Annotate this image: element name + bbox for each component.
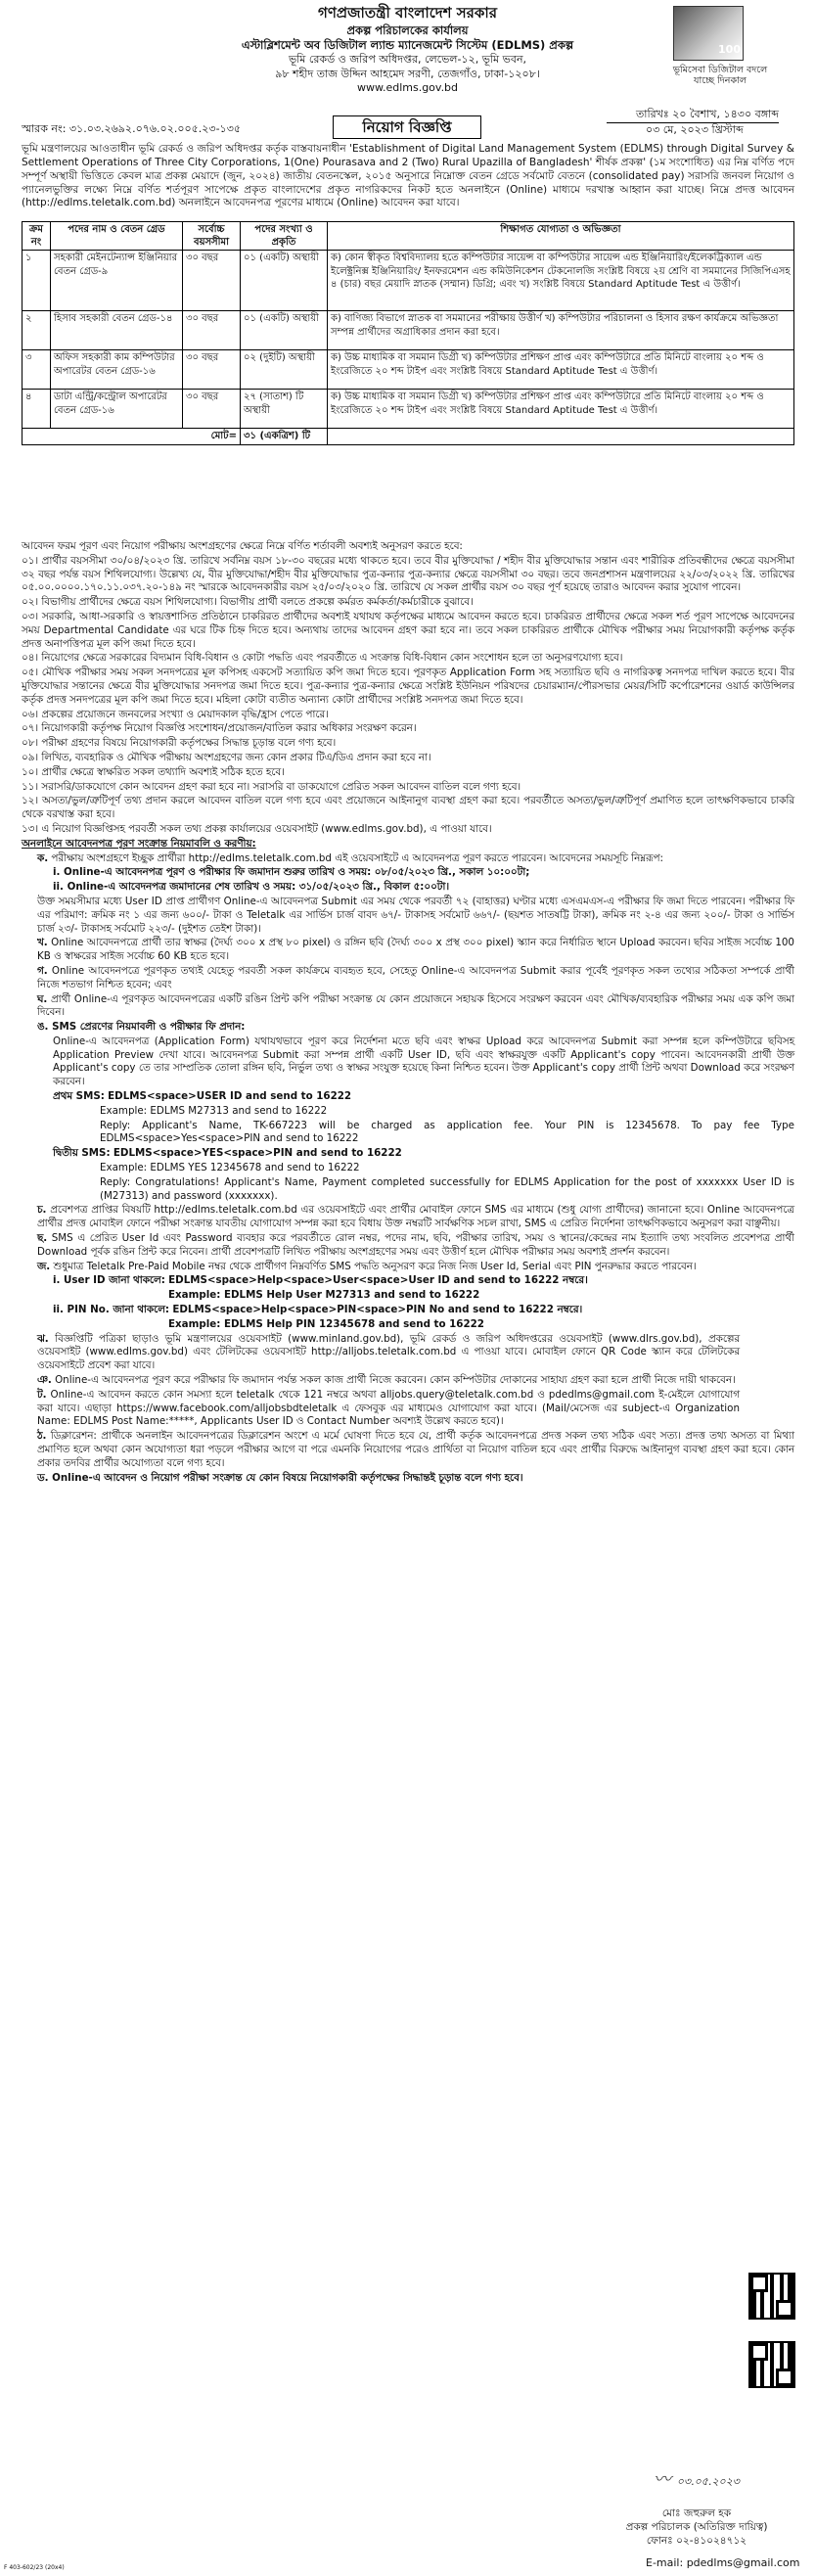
condition-item: ১১। সরাসরি/ডাকযোগে কোন আবেদন গ্রহণ করা হবে না। সরাসরি বা ডাকযোগে প্রেরিত সকল আবেদন বাতিল বলে গণ্য হবে। bbox=[22, 780, 521, 793]
cell-serial: ২ bbox=[23, 311, 51, 350]
table-total-row bbox=[23, 429, 794, 444]
online-item: জ. শুধুমাত্র Teletalk Pre-Paid Mobile নম্বর থেকে প্রার্থীগণ নিম্নবর্ণিত SMS পদ্ধতি অনুসরণ করে নিজ নিজ User Id, Serial এবং PIN পুনরুদ্ধার করতে পারবেন। bbox=[37, 1260, 697, 1272]
date-bangla: ২০ বৈশাখ, ১৪৩০ বঙ্গাব্দ bbox=[672, 108, 779, 120]
mujib-100-logo: 100 bbox=[673, 6, 744, 61]
notice-title: নিয়োগ বিজ্ঞপ্তি bbox=[333, 115, 481, 139]
cell-qualification: ক) বাণিজ্য বিভাগে স্নাতক বা সমমানের পরীক্ষায় উত্তীর্ণ খ) কম্পিউটার পরিচালনা ও হিসাব রক্ষণ কার্যক্রমে অভিজ্ঞতা সম্পন্ন প্রার্থীদের অগ্রাধিকার প্রদান করা হবে। bbox=[328, 311, 794, 350]
qr-code-icon bbox=[748, 2341, 795, 2388]
date-block bbox=[607, 108, 779, 137]
online-item: ঙ. SMS প্রেরণের নিয়মাবলী ও পরীক্ষার ফি প্রদান: bbox=[37, 1021, 246, 1034]
website: www.edlms.gov.bd bbox=[356, 81, 459, 95]
cell-post: অফিস সহকারী কাম কম্পিউটার অপারেটর বেতন গ্রেড-১৬ bbox=[51, 350, 183, 390]
col-post: পদের নাম ও বেতন গ্রেড bbox=[51, 222, 183, 251]
condition-item: ১২। অসত্য/ভুল/ত্রুটিপূর্ণ তথ্য প্রদান করলে আবেদন বাতিল বলে গণ্য হবে এবং প্রয়োজনে আইনানুগ ব্যবস্থা গ্রহণ করা হবে। পরবর্তীতে অসত্য/ভুল/ত্রুটিপূর্ণ প্রমাণিত হলে তাৎক্ষণিকভাবে চাকরি থেকে বরখাস্ত করা হবে। bbox=[22, 795, 794, 821]
signatory-designation: প্রকল্প পরিচালক (অতিরিক্ত দায়িত্ব) bbox=[625, 2520, 768, 2533]
online-item: ii. Online-এ আবেদনপত্র জমাদানের শেষ তারিখ ও সময়: ৩১/০৫/২০২৩ খ্রি., বিকাল ৫:০০টা। bbox=[53, 881, 450, 894]
print-code: F 403-602/23 (20x4) bbox=[4, 2564, 65, 2571]
col-serial: ক্রম নং bbox=[23, 222, 51, 251]
cell-serial: ৪ bbox=[23, 390, 51, 429]
online-item: i. Online-এ আবেদনপত্র পূরণ ও পরীক্ষার ফি জমাদান শুরুর তারিখ ও সময়: ০৮/০৫/২০২৩ খ্রি., সকাল ১০:০০টা; bbox=[53, 866, 530, 879]
cell-count: ০১ (একটি) অস্থায়ী bbox=[241, 251, 328, 311]
condition-item: ০২। বিভাগীয় প্রার্থীদের ক্ষেত্রে বয়স শিথিলযোগ্য। বিভাগীয় প্রার্থী বলতে প্রকল্পে কর্মরত কর্মকর্তা/কর্মচারীকে বুঝাবে। bbox=[22, 596, 474, 609]
date-english: ০৩ মে, ২০২৩ খ্রিস্টাব্দ bbox=[646, 122, 744, 136]
online-item: চ. প্রবেশপত্র প্রাপ্তির বিষয়টি http://edlms.teletalk.com.bd এর ওয়েবসাইটে এবং প্রার্থীর মোবাইল ফোনে SMS এর মাধ্যমে (শুধু যোগ্য প্রার্থীদের) জানানো হবে। Online আবেদনপত্রে প্রার্থীর প্রদত্ত মোবাইল ফোনে পরীক্ষা সংক্রান্ত যাবতীয় যোগাযোগ সম্পন্ন করা হবে বিধায় উক্ত নম্বরটি সার্বক্ষণিক সচল রাখা, SMS এ প্রেরিত নির্দেশনা তাৎক্ষণিকভাবে অনুসরণ করা বাঞ্ছনীয়। bbox=[37, 1204, 794, 1230]
date-label: তারিখঃ bbox=[636, 108, 669, 120]
condition-item: ০৮। পরীক্ষা গ্রহণের বিষয়ে নিয়োগকারী কর্তৃপক্ষের সিদ্ধান্ত চূড়ান্ত বলে গণ্য হবে। bbox=[22, 737, 337, 750]
memo-number: স্মারক নং: ৩১.০৩.২৬৯২.০৭৬.০২.০০৫.২৩-১৩৫ bbox=[22, 122, 241, 135]
cell-qualification: ক) উচ্চ মাধ্যমিক বা সমমান ডিগ্রী খ) কম্পিউটার প্রশিক্ষণ প্রাপ্ত এবং কম্পিউটারে প্রতি মিনিটে বাংলায় ২০ শব্দ ও ইংরেজিতে ২০ শব্দ টাইপ এবং সংশ্লিষ্ট বিষয়ে Standard Aptitude Test এ উত্তীর্ণ। bbox=[328, 350, 794, 390]
cell-age: ৩০ বছর bbox=[183, 311, 241, 350]
condition-item: ০৩। সরকারি, আধা-সরকারি ও স্বায়ত্তশাসিত প্রতিষ্ঠানে চাকরিরত প্রার্থীদের অবশ্যই যথাযথ কর্তৃপক্ষের মাধ্যমে আবেদন করতে হবে। চাকরিরত প্রার্থীদের ক্ষেত্রে সকল শর্ত পূরণ সাপেক্ষে আবেদনের সময় Departmental Candidate এর ঘরে টিক চিহ্ন দিতে হবে। অন্যথায় তাদের আবেদন গ্রহণ করা হবে না। তবে সকল চাকরিরত প্রার্থীকে মৌখিক পরীক্ষার সময় নিয়োগকারী কর্তৃপক্ষ কর্তৃক প্রদত্ত অনাপত্তিপত্র মূল কপি জমা দিতে হবে। bbox=[22, 610, 794, 650]
cell-age: ৩০ বছর bbox=[183, 350, 241, 390]
cell-serial: ১ bbox=[23, 251, 51, 311]
online-item: ঠ. ডিক্লারেশন: প্রার্থীকে অনলাইন আবেদনপত্রের ডিক্লারেশন অংশে এ মর্মে ঘোষণা দিতে হবে যে, প্রার্থী কর্তৃক আবেদনপত্রে প্রদত্ত সকল তথ্য সঠিক এবং সত্য। প্রদত্ত তথ্য অসত্য বা মিথ্যা প্রমাণিত হলে অথবা কোন অযোগ্যতা ধরা পড়লে পরীক্ষার আগে বা পরে এমনকি নিয়োগের পরেও প্রার্থিতা বা নিয়োগ বাতিল হবে এবং প্রার্থীর বিরুদ্ধে আইনানুগ ব্যবস্থা গ্রহণ করা হবে। কোন প্রকার তদবির প্রার্থীর অযোগ্যতা বলে গণ্য হবে। bbox=[37, 1430, 795, 1469]
condition-item: ১০। প্রার্থীর ক্ষেত্রে স্বাক্ষরিত সকল তথ্যাদি অবশ্যই সঠিক হতে হবে। bbox=[22, 765, 285, 778]
cell-count: ২৭ (সাতাশ) টি অস্থায়ী bbox=[241, 390, 328, 429]
online-item: উক্ত সময়সীমার মধ্যে User ID প্রাপ্ত প্রার্থীগণ Online-এ আবেদনপত্র Submit এর সময় থেকে পরবর্তী ৭২ (বাহাত্তর) ঘণ্টার মধ্যে এসএমএস-এ পরীক্ষার ফি জমা দিতে পারবেন। পরীক্ষার ফি এর পরিমাণ: ক্রমিক নং ১ এর জন্য ৬০০/- টাকা ও Teletalk এর সার্ভিস চার্জ বাবদ ৬৭/- টাকাসহ সর্বমোট ৬৬৭/- (ছয়শত সাতষট্টি টাকা), ক্রমিক নং ২-৪ এর জন্য ২০০/- টাকা ও সার্ভিস চার্জ ২৩/- টাকাসহ সর্বমোট ২২৩/- (দুইশত তেইশ টাকা)। bbox=[37, 895, 794, 935]
intro-paragraph: ভূমি মন্ত্রণালয়ের আওতাধীন ভূমি রেকর্ড ও জরিপ অধিদপ্তর কর্তৃক বাস্তবায়নাধীন 'Establishment of Digital Land Management System (EDLMS) through Digital Survey & Settlement Operations of Three City Corporations, 1(One) Pourasava and 2 (Two) Rural Upazilla of Bangladesh' শীর্ষক প্রকল্প' (১ম সংশোধিত) এর নিম্ন বর্ণিত পদে সম্পূর্ণ অস্থায়ী ভিত্তিতে কেবল মাত্র প্রকল্প মেয়াদে (জুন, ২০২৪) জাতীয় বেতনস্কেল, ২০১৫ অনুসারে নিম্নোক্ত বেতন গ্রেডে সর্বমোট বেতনে (consolidated pay) সরাসরি জনবল নিয়োগ ও প্যানেলভুক্তির লক্ষ্যে নিম্নে বর্ণিত শর্তপূরণ সাপেক্ষে প্রকৃত বাংলাদেশের প্রকৃত নাগরিকদের নিকট হতে অনলাইনে (Online) মাধ্যমে দরখাস্ত আহ্বান করা যাচ্ছে। নিম্নে প্রদত্ত আবেদন (http://edlms.teletalk.com.bd) অনলাইনে আবেদনপত্র পূরণের মাধ্যমে (Online) আবেদন করা যাবে। bbox=[22, 143, 794, 209]
sms-first: প্রথম SMS: EDLMS<space>USER ID and send to 16222 bbox=[53, 1090, 352, 1103]
signatory-phone: ফোনঃ ০২-৪১০২৪৭১২ bbox=[646, 2534, 747, 2547]
cell-qualification: ক) উচ্চ মাধ্যমিক বা সমমান ডিগ্রী খ) কম্পিউটার প্রশিক্ষণ প্রাপ্ত এবং কম্পিউটারে প্রতি মিনিটে বাংলায় ২০ শব্দ ও ইংরেজিতে ২০ শব্দ টাইপ এবং সংশ্লিষ্ট বিষয়ে Standard Aptitude Test এ উত্তীর্ণ। bbox=[328, 390, 794, 429]
recovery-pin: ii. PIN No. জানা থাকলে: EDLMS<space>Help<space>PIN<space>PIN No and send to 16222 নম্বরে। bbox=[53, 1304, 583, 1316]
sms-second-reply: Reply: Congratulations! Applicant's Name, Payment completed successfully for EDLMS Application for the post of xxxxxxx User ID is (M27313) and password (xxxxxxx). bbox=[100, 1175, 794, 1202]
col-age: সর্বোচ্চ বয়সসীমা bbox=[183, 222, 241, 251]
online-heading: অনলাইনে আবেদনপত্র পূরণ সংক্রান্ত নিয়মাবলি ও করণীয়: bbox=[22, 837, 256, 850]
recovery-user-id-example: Example: EDLMS Help User M27313 and send to 16222 bbox=[168, 1289, 480, 1302]
col-qualification: শিক্ষাগত যোগ্যতা ও অভিজ্ঞতা bbox=[328, 222, 794, 251]
cell-count: ০২ (দুইটি) অস্থায়ী bbox=[241, 350, 328, 390]
cell-post: ডাটা এন্ট্রি/কন্ট্রোল অপারেটর বেতন গ্রেড-১৬ bbox=[51, 390, 183, 429]
condition-item: ০৯। লিখিত, ব্যবহারিক ও মৌখিক পরীক্ষায় অংশগ্রহণের জন্য কোন প্রকার টিএ/ডিএ প্রদান করা হবে না। bbox=[22, 751, 431, 763]
online-item: ছ. SMS এ প্রেরিত User Id এবং Password ব্যবহার করে পরবর্তীতে রোল নম্বর, পদের নাম, ছবি, পরীক্ষার তারিখ, সময় ও স্থানের/কেন্দ্রের নাম ইত্যাদি তথ্য সংবলিত প্রবেশপত্র প্রার্থী Download পূর্বক রঙিন প্রিন্ট করে নিবেন। প্রার্থী প্রবেশপত্রটি লিখিত পরীক্ষায় অংশগ্রহণের সময় এবং উত্তীর্ণ হলে মৌখিক পরীক্ষার সময় অবশ্যই প্রদর্শন করবেন। bbox=[37, 1232, 794, 1258]
posts-table bbox=[22, 221, 794, 445]
online-item: ক. পরীক্ষায় অংশগ্রহণে ইচ্ছুক প্রার্থীরা http://edlms.teletalk.com.bd এই ওয়েবসাইটে এ আবেদনপত্র পূরণ করতে পারবেন। আবেদনের সময়সূচি নিম্নরূপ: bbox=[37, 851, 663, 864]
cell-post: সহকারী মেইনটেন্যান্স ইঞ্জিনিয়ার বেতন গ্রেড-৯ bbox=[51, 251, 183, 311]
table-row bbox=[23, 251, 794, 311]
online-item: ড. Online-এ আবেদন ও নিয়োগ পরীক্ষা সংক্রান্ত যে কোন বিষয়ে নিয়োগকারী কর্তৃপক্ষের সিদ্ধান্তই চূড়ান্ত বলে গণ্য হবে। bbox=[37, 1471, 523, 1484]
cell-post: হিসাব সহকারী বেতন গ্রেড-১৪ bbox=[51, 311, 183, 350]
office-name: প্রকল্প পরিচালকের কার্যালয় bbox=[346, 23, 469, 37]
total-value: ৩১ (একত্রিশ) টি bbox=[241, 429, 328, 444]
sms-first-reply: Reply: Applicant's Name, TK-667223 will be charged as application fee. Your PIN is 12345678. To pay fee Type EDLMS<space>Yes<space>PIN and send to 16222 bbox=[100, 1119, 794, 1145]
cell-count: ০১ (একটি) অস্থায়ী bbox=[241, 311, 328, 350]
address-line-1: ভূমি রেকর্ড ও জরিপ অধিদপ্তর, লেভেল-১২, ভূমি ভবন, bbox=[288, 53, 527, 67]
condition-item: ০৬। প্রকল্পের প্রয়োজনে জনবলের সংখ্যা ও মেয়াদকাল বৃদ্ধি/হ্রাস পেতে পারে। bbox=[22, 708, 329, 720]
condition-item: ০৭। নিয়োগকারী কর্তৃপক্ষ নিয়োগ বিজ্ঞপ্তি সংশোধন/প্রয়োজন/বাতিল করার অধিকার সংরক্ষণ করেন। bbox=[22, 722, 417, 735]
cell-age: ৩০ বছর bbox=[183, 251, 241, 311]
cell-qualification: ক) কোন স্বীকৃত বিশ্ববিদ্যালয় হতে কম্পিউটার সায়েন্স বা কম্পিউটার সায়েন্স এন্ড ইঞ্জিনিয়ারিং/ইলেকট্রিক্যাল এন্ড ইলেক্ট্রনিক্স ইঞ্জিনিয়ারিং/ ইনফরমেশন এন্ড কমিউনিকেশন টেকনোলজি সংশ্লিষ্ট বিষয়ে ২য় শ্রেণি বা সমমানের সিজিপিএসহ ৪ (চার) বছর মেয়াদি স্নাতক (সম্মান) ডিগ্রি; এবং খ) সংশ্লিষ্ট বিষয়ে Standard Aptitude Test এ উত্তীর্ণ। bbox=[328, 251, 794, 311]
recovery-user-id: i. User ID জানা থাকলে: EDLMS<space>Help<space>User<space>User ID and send to 16222 নম্বরে। bbox=[53, 1274, 588, 1287]
sms-first-example: Example: EDLMS M27313 and send to 16222 bbox=[100, 1104, 328, 1117]
online-item: খ. Online আবেদনপত্রে প্রার্থী তার স্বাক্ষর (দৈর্ঘ্য ৩০০ x প্রস্থ ৮০ pixel) ও রঙ্গিন ছবি (দৈর্ঘ্য ৩০০ x প্রস্থ ৩০০ pixel) স্ক্যান করে নির্ধারিত স্থানে Upload করবেন। ছবির সাইজ সর্বোচ্চ 100 KB ও স্বাক্ষরের সাইজ সর্বোচ্চ 60 KB হতে হবে। bbox=[37, 937, 794, 963]
signature-block bbox=[599, 2468, 794, 2549]
online-item: ট. Online-এ আবেদন করতে কোন সমস্যা হলে teletalk থেকে 121 নম্বরে অথবা alljobs.query@teletalk.com.bd ও pdedlms@gmail.com ই-মেইলে যোগাযোগ করা যাবে। এছাড়া https://www.facebook.com/alljobsbdteletalk এ ফেসবুক এর মাধ্যমেও যোগাযোগ করা যাবে। (Mail/মেসেজ এর subject-এ Organization Name: EDLMS Post Name:*****, Applicants User ID ও Contact Number অবশ্যই উল্লেখ করতে হবে)। bbox=[37, 1388, 740, 1428]
govt-name: গণপ্রজাতন্ত্রী বাংলাদেশ সরকার bbox=[318, 4, 497, 22]
col-count: পদের সংখ্যা ও প্রকৃতি bbox=[241, 222, 328, 251]
tagline: ভূমিসেবা ডিজিটাল বদলে যাচ্ছে দিনকাল bbox=[672, 65, 768, 87]
qr-code-icon bbox=[748, 2273, 795, 2320]
signatory-name: মোঃ জহুরুল হক bbox=[661, 2507, 732, 2519]
cell-age: ৩০ বছর bbox=[183, 390, 241, 429]
online-item: ঝ. বিজ্ঞপ্তিটি পত্রিকা ছাড়াও ভূমি মন্ত্রণালয়ের ওয়েবসাইট (www.minland.gov.bd), ভূমি রেকর্ড ও জরিপ অধিদপ্তরের ওয়েবসাইট (www.dlrs.gov.bd), প্রকল্পের ওয়েবসাইট (www.edlms.gov.bd) এবং টেলিটকের ওয়েবসাইট http://alljobs.teletalk.com.bd এ পাওয়া যাবে। মোবাইল ফোনে QR Code স্ক্যান করে টেলিটকের ওয়েবসাইটে প্রবেশ করা যাবে। bbox=[37, 1332, 741, 1372]
sms-second: দ্বিতীয় SMS: EDLMS<space>YES<space>PIN and send to 16222 bbox=[53, 1147, 402, 1160]
conditions-intro: আবেদন ফরম পূরণ এবং নিয়োগ পরীক্ষায় অংশগ্রহণের ক্ষেত্রে নিম্নে বর্ণিত শর্তাবলী অবশ্যই অনুসরণ করতে হবে: bbox=[22, 540, 463, 552]
condition-item: ০৫। মৌখিক পরীক্ষার সময় সকল সনদপত্রের মূল কপিসহ একসেট সত্যায়িত কপি জমা দিতে হবে। পূরণকৃত Application Form সহ সত্যায়িত ছবি ও নাগরিকত্ব সনদপত্র দাখিল করতে হবে। বীর মুক্তিযোদ্ধার সন্তানের ক্ষেত্রে বীর মুক্তিযোদ্ধার সনদপত্র জমা দিতে হবে। পুত্র-কন্যার পুত্র-কন্যার ক্ষেত্রে সংশ্লিষ্ট ইউনিয়ন পরিষদের চেয়ারম্যান/পৌরসভার মেয়র/সিটি কর্পোরেশনের ওয়ার্ড কাউন্সিলর কর্তৃক প্রদত্ত সনদপত্রের মূল কপি জমা দিতে হবে। মহিলা কোটা ব্যতীত অন্যান্য কোটা প্রার্থীদের সংশ্লিষ্ট সনদপত্র জমা দিতে হবে। bbox=[22, 667, 794, 706]
total-label: মোট= bbox=[23, 429, 241, 444]
table-header-row bbox=[23, 222, 794, 251]
online-item: ঘ. প্রার্থী Online-এ পূরণকৃত আবেদনপত্রের একটি রঙিন প্রিন্ট কপি পরীক্ষা সংক্রান্ত যে কোন প্রয়োজনে সহায়ক হিসেবে সংরক্ষণ করবেন এবং মৌখিক/ব্যবহারিক পরীক্ষার সময় এক কপি জমা দিবেন। bbox=[37, 992, 794, 1019]
project-name: এস্টাব্লিশমেন্ট অব ডিজিটাল ল্যান্ড ম্যানেজমেন্ট সিস্টেম (EDLMS) প্রকল্প bbox=[241, 37, 574, 52]
contact-email: E-mail: pdedlms@gmail.com bbox=[646, 2556, 800, 2569]
condition-item: ০১। প্রার্থীর বয়সসীমা ৩০/০৪/২০২৩ খ্রি. তারিখে সর্বনিম্ন বয়স ১৮-৩০ বছরের মধ্যে থাকতে হবে। তবে বীর মুক্তিযোদ্ধা / শহীদ বীর মুক্তিযোদ্ধার সন্তান এবং শারীরিক প্রতিবন্ধীদের ক্ষেত্রে বয়সসীমা ৩২ বছর পর্যন্ত বয়স শিথিলযোগ্য। উল্লেখ্য যে, বীর মুক্তিযোদ্ধা/শহীদ বীর মুক্তিযোদ্ধার পুত্র-কন্যার পুত্র-কন্যার ক্ষেত্রে বয়সসীমা ৩০ বছর। তবে জনপ্রশাসন মন্ত্রণালয়ের ২২/০৩/২০২২ খ্রি. তারিখের ০৫.০০.০০০০.১৭০.১১.০৩৭.২০-১৪৯ নং স্মারকে আবেদনকারীর বয়স ২৫/০৩/২০২০ খ্রি. তারিখে যে সকল প্রার্থীর বয়স ৩০ বছর পূর্ণ হয়েছে তারাও আবেদন করার সুযোগ পাবেন। bbox=[22, 554, 794, 594]
table-row bbox=[23, 390, 794, 429]
recovery-pin-example: Example: EDLMS Help PIN 12345678 and send to 16222 bbox=[168, 1317, 484, 1330]
handwritten-signature: 〰 ০৩.০৫.২০২৩ bbox=[654, 2469, 740, 2490]
online-item: Online-এ আবেদনপত্র (Application Form) যথাযথভাবে পূরণ করে নির্দেশনা মতে ছবি এবং স্বাক্ষর Upload করে আবেদনপত্র Submit করা সম্পন্ন হলে কম্পিউটারে ছবিসহ Application Preview দেখা যাবে। আবেদনপত্র Submit করা সম্পন্ন প্রার্থী একটি User ID, ছবি এবং স্বাক্ষরযুক্ত একটি Applicant's copy পাবেন। আবেদনকারী প্রার্থী উক্ত Applicant's copy তে তার সাম্প্রতিক তোলা রঙ্গিন ছবি, নির্ভুল তথ্য ও স্বাক্ষর সংযুক্ত হয়েছে কিনা নিশ্চিত হবেন। উক্ত Applicant's copy প্রার্থী প্রিন্ট অথবা Download করে সংরক্ষণ করবেন। bbox=[53, 1035, 794, 1088]
condition-item: ১৩। এ নিয়োগ বিজ্ঞপ্তিসহ পরবর্তী সকল তথ্য প্রকল্প কার্যালয়ের ওয়েবসাইট (www.edlms.gov.bd), এ পাওয়া যাবে। bbox=[22, 822, 492, 835]
online-item: গ. Online আবেদনপত্রে পূরণকৃত তথ্যই যেহেতু পরবর্তী সকল কার্যক্রমে ব্যবহৃত হবে, সেহেতু Online-এ আবেদনপত্র Submit করার পূর্বেই পূরণকৃত সকল তথ্যের সঠিকতা সম্পর্কে প্রার্থী নিজে শতভাগ নিশ্চিত হবেন; এবং bbox=[37, 964, 794, 990]
cell-serial: ৩ bbox=[23, 350, 51, 390]
condition-item: ০৪। নিয়োগের ক্ষেত্রে সরকারের বিদ্যমান বিধি-বিধান ও কোটা পদ্ধতি এবং পরবর্তীতে এ সংক্রান্ত বিধি-বিধান কোন সংশোধন হলে তা অনুসরণযোগ্য হবে। bbox=[22, 652, 623, 665]
notice-body bbox=[22, 540, 794, 1486]
online-item: ঞ. Online-এ আবেদনপত্র পূরণ করে পরীক্ষার ফি জমাদান পর্যন্ত সকল কাজ প্রার্থী নিজে করবেন। কোন কম্পিউটার দোকানের সাহায্য গ্রহণ করা হলে প্রার্থী নিজে দায়ী থাকবেন। bbox=[37, 1374, 736, 1387]
address-line-2: ৯৮ শহীদ তাজ উদ্দিন আহমেদ সরণী, তেজগাঁও, ঢাকা-১২০৮। bbox=[275, 67, 540, 80]
sms-second-example: Example: EDLMS YES 12345678 and send to 16222 bbox=[100, 1162, 360, 1174]
table-row bbox=[23, 311, 794, 350]
table-row bbox=[23, 350, 794, 390]
